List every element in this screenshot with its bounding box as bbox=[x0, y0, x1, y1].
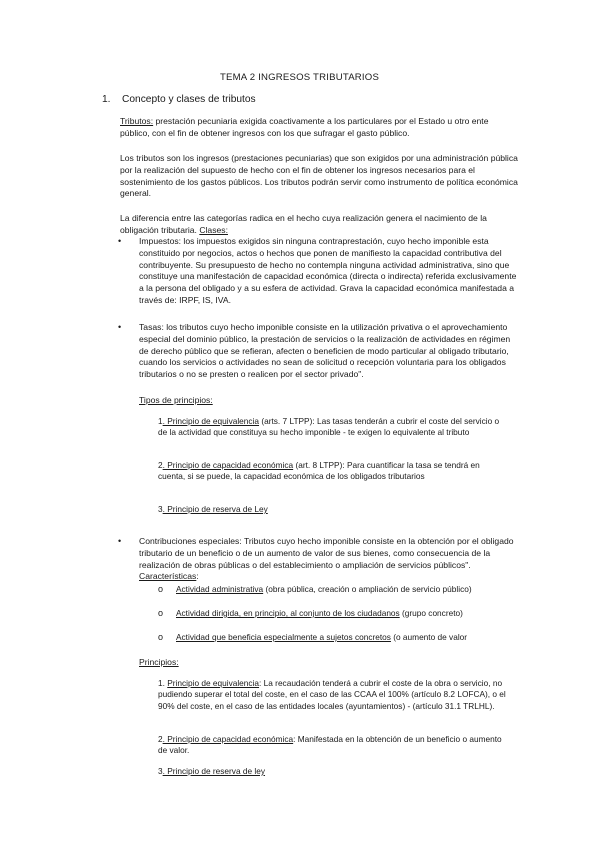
contrib-principle-3 bbox=[158, 766, 508, 777]
bullet-icon: • bbox=[118, 322, 122, 332]
caracteristicas-label: Características bbox=[139, 571, 197, 582]
principle-number: 3 bbox=[158, 504, 163, 514]
principle-text: (art. 8 LTPP): Para cuantificar la tasa se tendrá en cuenta, si se puede, la capacidad económica de los obligados tributarios bbox=[158, 460, 480, 482]
circle-bullet-icon: o bbox=[158, 584, 164, 594]
principle-link: . Principio de reserva de ley bbox=[162, 766, 266, 776]
tributos-definition bbox=[120, 116, 520, 140]
caracteristica-text: (grupo concreto) bbox=[399, 608, 463, 618]
section-title: Concepto y clases de tributos bbox=[122, 94, 256, 105]
principle-number: 2 bbox=[158, 460, 163, 470]
principle-link: . Principio de capacidad económica bbox=[162, 460, 294, 470]
tasas-principle-3 bbox=[158, 504, 508, 515]
caracteristica-item bbox=[176, 584, 512, 595]
caracteristica-text: (o aumento de valor bbox=[390, 632, 468, 642]
principle-number: 3 bbox=[158, 766, 163, 776]
principle-link: . Principio de reserva de Ley bbox=[162, 504, 268, 514]
contrib-principle-2 bbox=[158, 734, 508, 757]
principle-number: 1. bbox=[158, 678, 168, 688]
tributos-text: prestación pecuniaria exigida coactivamente a los particulares por el Estado u otro ente público, con el fin de obtener ingresos con los que sufragar el gasto público. bbox=[120, 116, 489, 138]
categorias-text: La diferencia entre las categorías radica en el hecho cuya realización genera el nacimiento de la obligación tributaria. bbox=[120, 213, 487, 235]
principios-label bbox=[139, 657, 517, 669]
section-number: 1. bbox=[102, 94, 111, 105]
bullet-icon: • bbox=[118, 236, 122, 246]
principle-link: Principio de equivalencia bbox=[167, 678, 260, 688]
document-title: TEMA 2 INGRESOS TRIBUTARIOS bbox=[219, 72, 380, 83]
contrib-principle-1 bbox=[158, 678, 508, 712]
caracteristica-link: Actividad dirigida, en principio, al conjunto de los ciudadanos bbox=[176, 608, 400, 618]
tipos-principios-text: Tipos de principios: bbox=[139, 395, 213, 405]
caracteristica-item bbox=[176, 608, 512, 619]
caracteristica-text: (obra pública, creación o ampliación de servicio público) bbox=[263, 584, 472, 594]
principle-text: : La recaudación tenderá a cubrir el coste de la obra o servicio, no pudiendo superar el total del coste, en el caso de las CCAA el 100% (artículo 8.2 LOFCA), o el 90% del coste, en el caso de las entidades locales (ayuntamientos) - (artículo 31.1 TRLHL). bbox=[158, 678, 506, 711]
tasas-principle-2 bbox=[158, 460, 508, 483]
tasas-principle-1 bbox=[158, 416, 508, 439]
tributos-paragraph: Los tributos son los ingresos (prestaciones pecuniarias) que son exigidos por una administración pública por la realización del supuesto de hecho con el fin de obtener los ingresos necesarios para el sostenimiento de los gastos públicos. Los tributos podrán servir como instrumento de política económica general. bbox=[120, 153, 518, 199]
caracteristica-item bbox=[176, 632, 512, 643]
categorias-paragraph bbox=[120, 213, 520, 237]
principle-number: 1 bbox=[158, 416, 163, 426]
principle-link: . Principio de equivalencia bbox=[162, 416, 260, 426]
impuestos-item: Impuestos: los impuestos exigidos sin ninguna contraprestación, cuyo hecho imponible esta constituido por negocios, actos o hechos que ponen de manifiesto la capacidad contributiva del contribuyente. Su presupuesto de hecho no contempla ninguna actividad administrativa, sino que constituye una manifestación de capacidad económica (directa o indirecta) referida exclusivamente a la persona del obligado y a su esfera de actividad. Grava la capacidad económica manifestada a través de: IRPF, IS, IVA. bbox=[139, 236, 517, 305]
bullet-icon: • bbox=[118, 536, 122, 546]
principle-text: (arts. 7 LTPP): Las tasas tenderán a cubrir el coste del servicio o de la actividad que constituya su hecho imponible - te exigen lo equivalente al tributo bbox=[158, 416, 500, 438]
tasas-item: Tasas: los tributos cuyo hecho imponible consiste en la utilización privativa o el aprovechamiento especial del dominio público, la prestación de servicios o la realización de actividades en régimen de derecho público que se refieran, afecten o beneficien de modo particular al obligado tributario, cuando los servicios o actividades no sean de solicitud o recepción voluntaria para los obligados tributarios o no se presten o realicen por el sector privado". bbox=[139, 322, 511, 380]
section-heading bbox=[102, 94, 256, 105]
clases-label: Clases: bbox=[199, 224, 228, 235]
contribuciones-text: Contribuciones especiales: Tributos cuyo hecho imponible consiste en la obtención por el obligado tributario de un beneficio o de un aumento de valor de sus bienes, como consecuencia de la realización de obras públicas o del establecimiento o ampliación de servicios públicos". bbox=[139, 536, 514, 570]
principle-link: . Principio de capacidad económica bbox=[162, 734, 294, 744]
principle-text: : Manifestada en la obtención de un beneficio o aumento de valor. bbox=[158, 734, 502, 756]
circle-bullet-icon: o bbox=[158, 608, 164, 618]
tipos-principios-label bbox=[139, 395, 517, 407]
tributos-term: Tributos: bbox=[120, 116, 154, 126]
caracteristica-link: Actividad administrativa bbox=[176, 584, 264, 594]
contribuciones-item bbox=[139, 536, 517, 583]
circle-bullet-icon: o bbox=[158, 632, 164, 642]
principios-text: Principios: bbox=[139, 657, 179, 667]
caracteristica-link: Actividad que beneficia especialmente a sujetos concretos bbox=[176, 632, 391, 642]
principle-number: 2 bbox=[158, 734, 163, 744]
caracteristicas-colon: : bbox=[196, 571, 199, 582]
